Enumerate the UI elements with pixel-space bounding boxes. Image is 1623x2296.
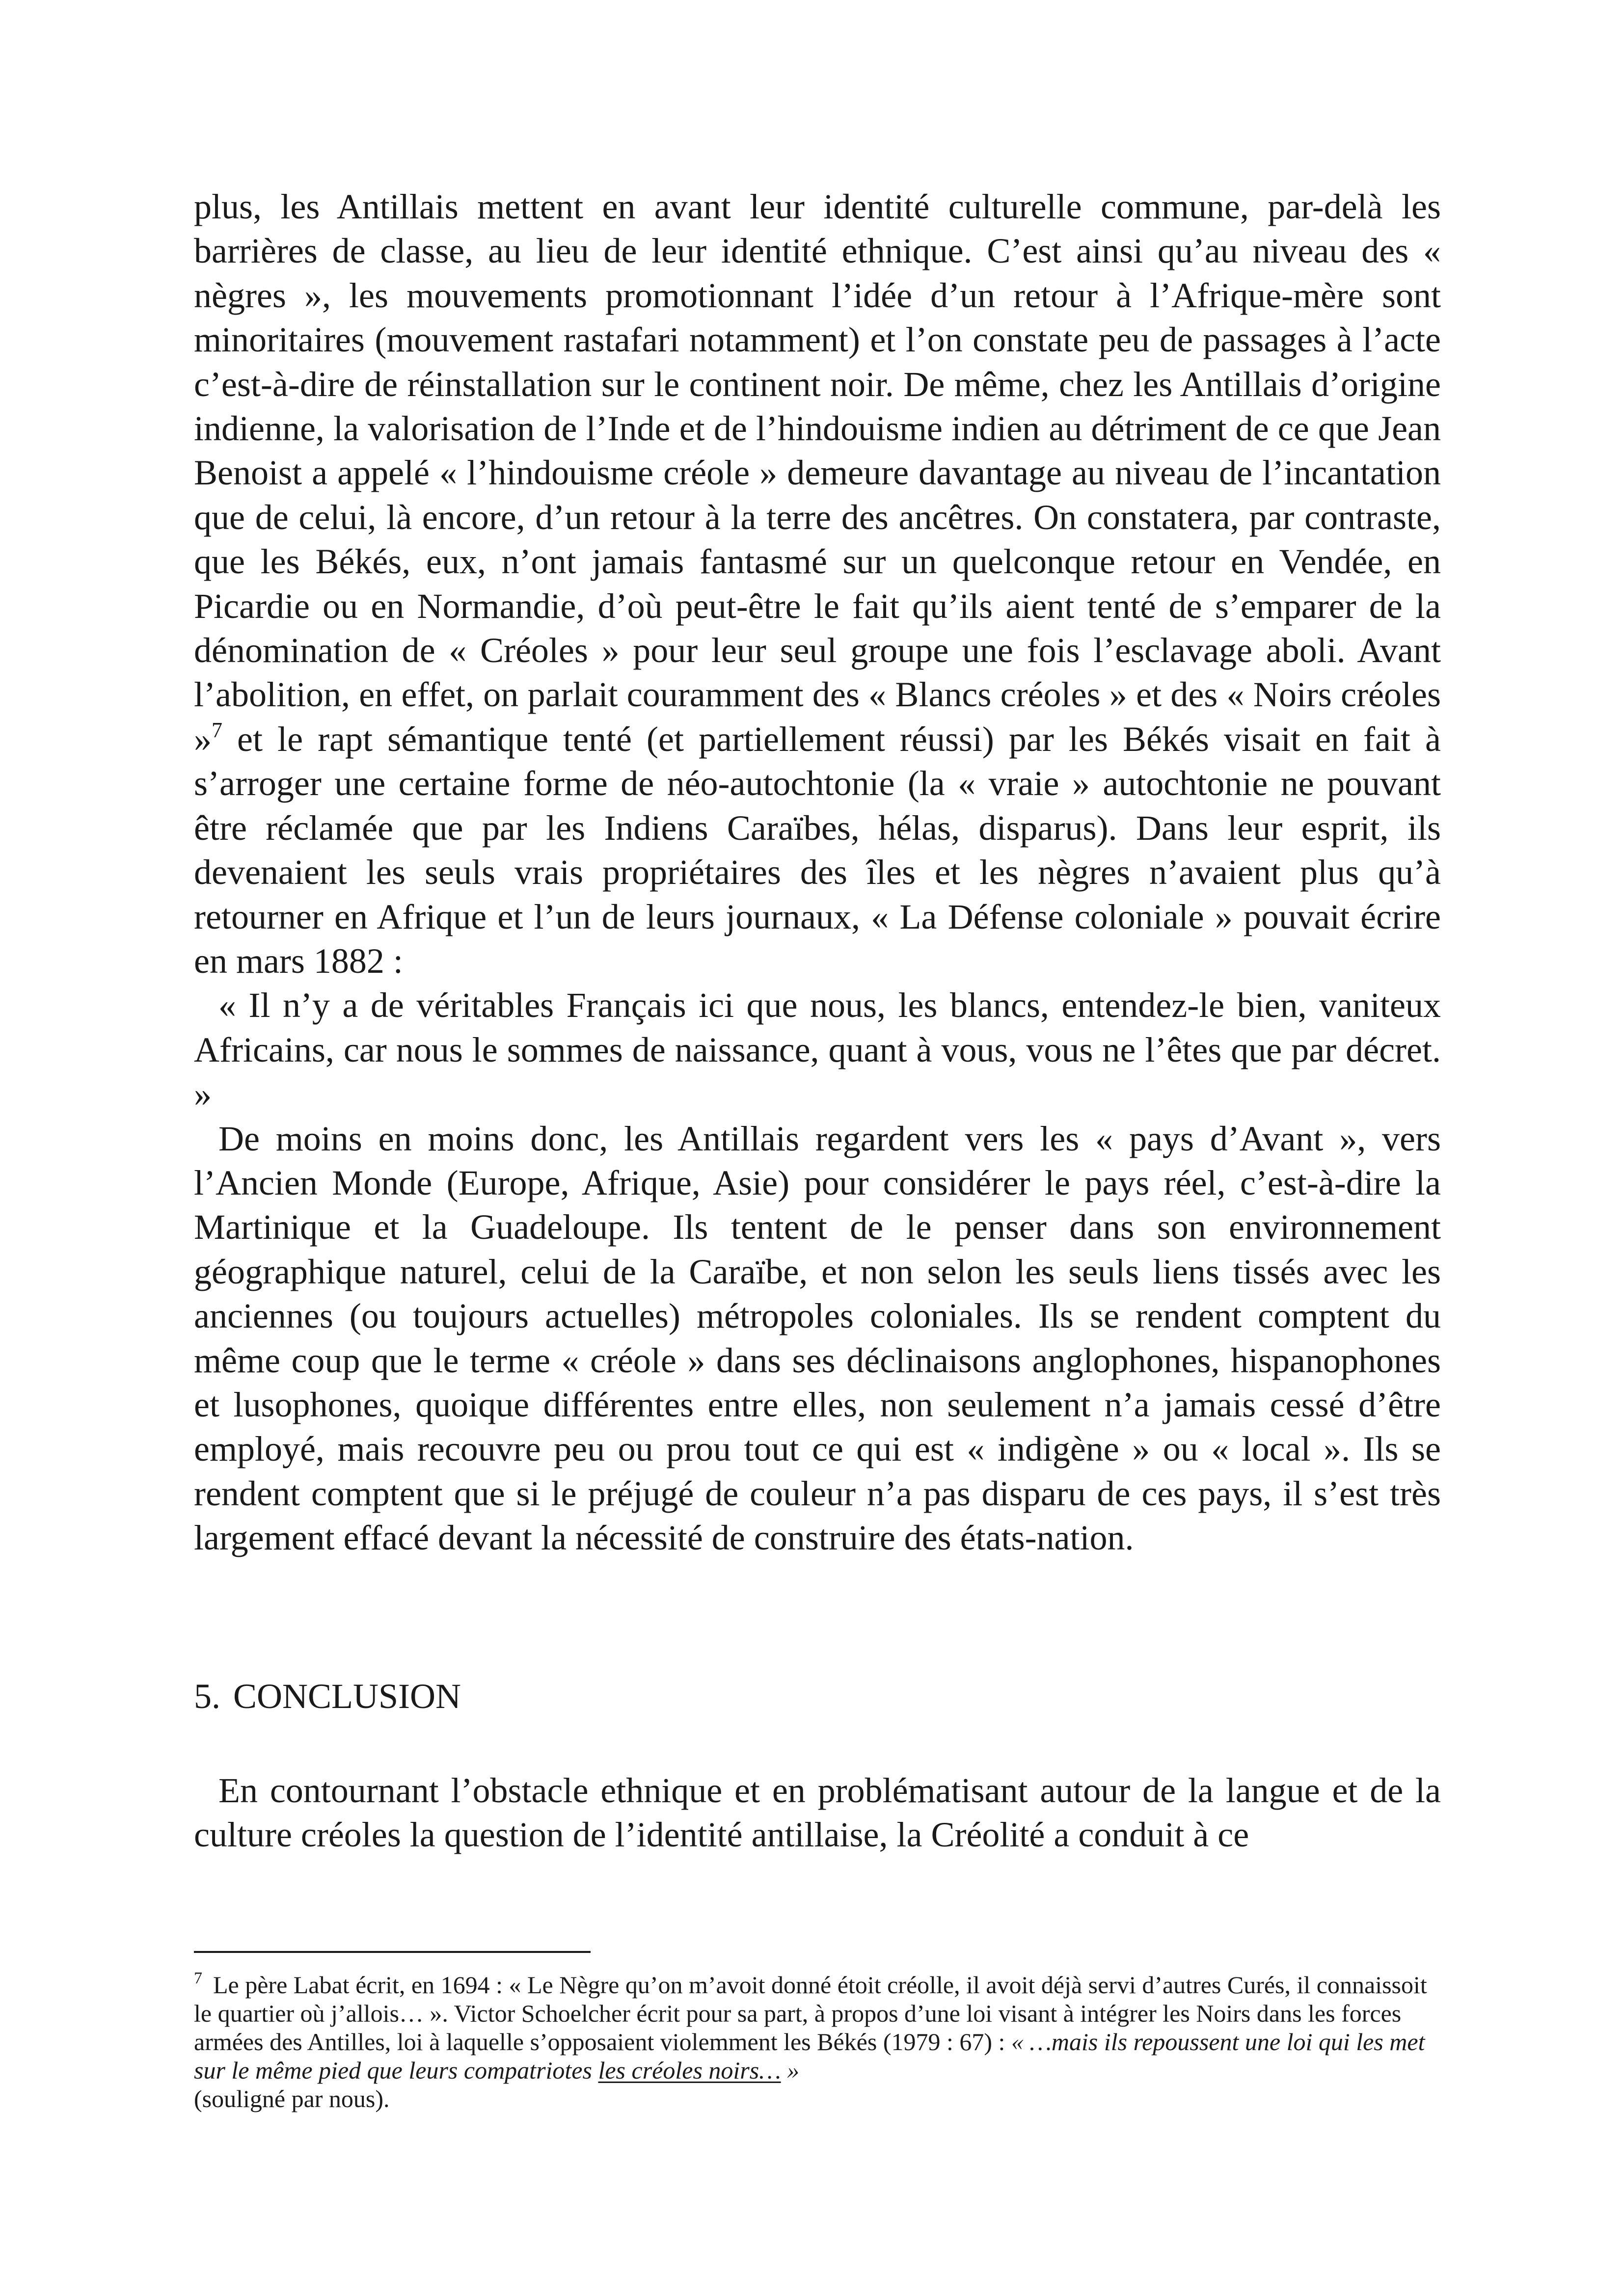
footnote-quote-close: »: [781, 2056, 800, 2084]
paragraph-conclusion: En contournant l’obstacle ethnique et en problématisant autour de la langue et de la culture créoles la question de l’identité antillaise, la Créolité a conduit à ce: [194, 1771, 1441, 1855]
paragraph-identity: [194, 185, 1441, 983]
section-number: 5.: [194, 1677, 220, 1716]
paragraph-old-world: De moins en moins donc, les Antillais regardent vers les « pays d’Avant », vers l’Ancien Monde (Europe, Afrique, Asie) pour considérer le pays réel, c’est-à-dire la Martinique et la Guadeloupe. Ils tentent de le penser dans son environnement géographique naturel, celui de la Caraïbe, et non selon les seuls liens tissés avec les anciennes (ou toujours actuelles) métropoles coloniales. Ils se rendent comptent du même coup que le terme « créole » dans ses déclinaisons anglophones, hispanophones et lusophones, quoique différentes entre elles, non seulement n’a jamais cessé d’être employé, mais recouvre peu ou prou tout ce qui est « indigène » ou « local ». Ils se rendent comptent que si le préjugé de couleur n’a pas disparu de ces pays, il s’est très largement effacé devant la nécessité de construire des états-nation.: [194, 1119, 1441, 1558]
block-quote: « Il n’y a de véritables Français ici que nous, les blancs, entendez-le bien, vaniteux Africains, car nous le sommes de naissance, quant à vous, vous ne l’êtes que par décret. »: [194, 986, 1441, 1114]
footnote-note: (souligné par nous).: [194, 2085, 390, 2112]
footnote-text: Le père Labat écrit, en 1694 : « Le Nègre qu’on m’avoit donné étoit créolle, il avoit déjà servi d’autres Curés, il connaissoit le quartier où j’allois… ». Victor Schoelcher écrit pour sa part, à propos d’une loi visant à intégrer les Noirs dans les forces armées des Antilles, loi à laquelle s’opposaient violemment les Békés (1979 : 67) :: [194, 1971, 1427, 2056]
footnote-reference[interactable]: 7: [212, 718, 222, 742]
paragraph-identity-continued: et le rapt sémantique tenté (et partiellement réussi) par les Békés visait en fait à s’arroger une certaine forme de néo-autochtonie (la « vraie » autochtonie ne pouvant être réclamée que par les Indiens Caraïbes, hélas, disparus). Dans leur esprit, ils devenaient les seuls vrais propriétaires des îles et les nègres n’avaient plus qu’à retourner en Afrique et l’un de leurs journaux, « La Défense coloniale » pouvait écrire en mars 1882 :: [194, 719, 1441, 981]
paragraph-identity-text: plus, les Antillais mettent en avant leur identité culturelle commune, par-delà les barrières de classe, au lieu de leur identité ethnique. C’est ainsi qu’au niveau des « nègres », les mouvements promotionnant l’idée d’un retour à l’Afrique-mère sont minoritaires (mouvement rastafari notamment) et l’on constate peu de passages à l’acte c’est-à-dire de réinstallation sur le continent noir. De même, chez les Antillais d’origine indienne, la valorisation de l’Inde et de l’hindouisme indien au détriment de ce que Jean Benoist a appelé « l’hindouisme créole » demeure davantage au niveau de l’incantation que de celui, là encore, d’un retour à la terre des ancêtres. On constatera, par contraste, que les Békés, eux, n’ont jamais fantasmé sur un quelconque retour en Vendée, en Picardie ou en Normandie, d’où peut-être le fait qu’ils aient tenté de s’emparer de la dénomination de « Créoles » pour leur seul groupe une fois l’esclavage aboli. Avant l’abolition, en effet, on parlait couramment des « Blancs créoles » et des « Noirs créoles »: [194, 187, 1441, 759]
section-heading: [194, 1674, 461, 1718]
footnote-quote-underlined: les créoles noirs…: [598, 2056, 781, 2084]
body-text: [194, 185, 1441, 1560]
conclusion-text: [194, 1768, 1441, 1857]
section-title: CONCLUSION: [233, 1677, 461, 1716]
footnote-divider: [194, 1951, 591, 1953]
footnote: [194, 1971, 1441, 2113]
footnote-quote-open: « …mais ils repoussent une loi qui les met sur le même pied que leurs compatriotes: [194, 2028, 1425, 2084]
footnote-number: 7: [194, 1969, 202, 1987]
